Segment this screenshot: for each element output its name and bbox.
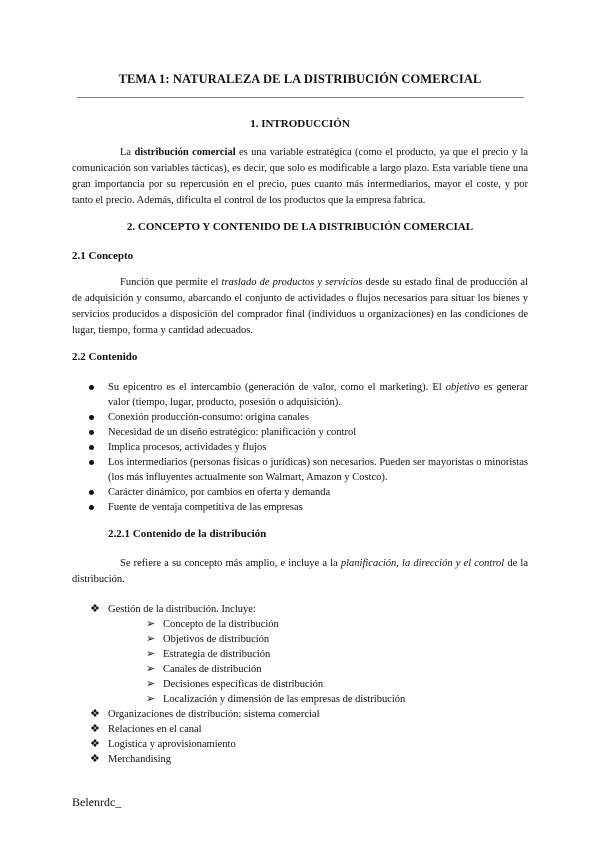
concepto-paragraph	[72, 275, 528, 339]
contenido-bullet-list	[72, 380, 528, 515]
bullet-text: Conexión producción-consumo: origina canales	[108, 412, 309, 423]
dist-text-start: Se refiere a su concepto más amplio, e incluye a la	[120, 558, 341, 569]
subsection-contenido-distribucion-heading: 2.2.1 Contenido de la distribución	[108, 528, 267, 540]
bullet-item	[72, 500, 528, 515]
intro-bold-term: distribución comercial	[134, 147, 236, 158]
bullet-dot-icon	[89, 415, 94, 420]
list-item-text: Organizaciones de distribución: sistema comercial	[108, 709, 320, 720]
bullet-text: Implica procesos, actividades y flujos	[108, 442, 267, 453]
arrow-bullet-icon: ➢	[146, 633, 156, 645]
dist-text-rest: de la distribución.	[72, 558, 528, 585]
concepto-text-start: Función que permite el	[120, 277, 222, 288]
bullet-dot-icon	[89, 445, 94, 450]
sublist-item-text: Concepto de la distribución	[163, 619, 279, 630]
bullet-text: Los intermediarios (personas físicas o jurídicas) son necesarios. Pueden ser mayoristas o minoristas (los más influyentes actualmente son Walmart, Amazon y Costco).	[108, 457, 528, 483]
arrow-bullet-icon: ➢	[146, 678, 156, 690]
intro-text-rest: es una variable estratégica (como el producto, ya que el precio y la comunicación son variables tácticas), es decir, que solo es modificable a largo plazo. Esta variable tiene una gran importancia por su repercusión en el precio, pues cuanto más intermediarios, mayor el coste, y por tanto el precio. Además, dificulta el control de los productos que la empresa fabrica.	[72, 147, 529, 206]
bullet-item	[72, 425, 528, 440]
diamond-bullet-icon: ❖	[90, 738, 100, 750]
bullet-item	[72, 485, 528, 500]
section-1-heading: 1. INTRODUCCIÓN	[250, 118, 350, 130]
bullet-text-rest: es generar valor (tiempo, lugar, producto, posesión o adquisición).	[108, 382, 528, 408]
intro-text-start: La	[120, 147, 135, 158]
sublist-item	[108, 692, 530, 707]
diamond-bullet-icon: ❖	[90, 723, 100, 735]
list-item-text: Merchandising	[108, 754, 171, 765]
bullet-emphasis: objetivo	[445, 382, 480, 393]
list-item-text: Logística y aprovisionamiento	[108, 739, 236, 750]
bullet-item	[72, 455, 528, 485]
dist-emphasis: planificación, la dirección y el control	[340, 558, 505, 569]
bullet-text: Fuente de ventaja competitiva de las empresas	[108, 502, 303, 513]
list-item-gestion	[90, 602, 530, 707]
subsection-contenido-heading: 2.2 Contenido	[72, 351, 138, 363]
bullet-text: Necesidad de un diseño estratégico: planificación y control	[108, 427, 357, 438]
bullet-text: Carácter dinámico, por cambios en oferta y demanda	[108, 487, 331, 498]
concepto-emphasis: traslado de productos y servicios	[221, 277, 363, 288]
bullet-dot-icon	[89, 430, 94, 435]
sublist-item	[108, 632, 530, 647]
list-item	[90, 737, 530, 752]
sublist-item-text: Decisiones específicas de distribución	[163, 679, 324, 690]
bullet-text-start: Su epicentro es el intercambio (generación de valor, como el marketing). El	[108, 382, 446, 393]
bullet-item	[72, 410, 528, 425]
bullet-item	[72, 440, 528, 455]
sublist-item	[108, 617, 530, 632]
gestion-sublist	[108, 617, 530, 707]
diamond-bullet-icon: ❖	[90, 603, 100, 615]
list-item	[90, 752, 530, 767]
intro-paragraph	[72, 145, 528, 209]
sublist-item-text: Estrategia de distribución	[163, 649, 271, 660]
diamond-bullet-icon: ❖	[90, 753, 100, 765]
sublist-item	[108, 647, 530, 662]
distribucion-list	[90, 602, 530, 767]
arrow-bullet-icon: ➢	[146, 663, 156, 675]
bullet-dot-icon	[89, 505, 94, 510]
sublist-item	[108, 677, 530, 692]
list-item-text: Relaciones en el canal	[108, 724, 202, 735]
sublist-item-text: Localización y dimensión de las empresas de distribución	[163, 694, 406, 705]
gestion-label: Gestión de la distribución. Incluye:	[108, 604, 256, 615]
bullet-dot-icon	[89, 385, 94, 390]
arrow-bullet-icon: ➢	[146, 618, 156, 630]
bullet-dot-icon	[89, 490, 94, 495]
section-2-heading: 2. CONCEPTO Y CONTENIDO DE LA DISTRIBUCIÓN COMERCIAL	[126, 221, 474, 233]
footer-watermark: Belenrdc_	[72, 795, 122, 809]
document-title: TEMA 1: NATURALEZA DE LA DISTRIBUCIÓN COMERCIAL	[118, 72, 482, 86]
sublist-item	[108, 662, 530, 677]
list-item	[90, 707, 530, 722]
list-item	[90, 722, 530, 737]
bullet-dot-icon	[89, 460, 94, 465]
concepto-text-rest: desde su estado final de producción al de adquisición y consumo, abarcando el conjunto de actividades o flujos necesarios para situar los bienes y servicios producidos a disposición del comprador final (individuos u organizaciones) en las condiciones de lugar, tiempo, forma y cantidad adecuados.	[72, 277, 528, 336]
bullet-item	[72, 380, 528, 410]
arrow-bullet-icon: ➢	[146, 648, 156, 660]
subsection-concepto-heading: 2.1 Concepto	[72, 250, 134, 262]
sublist-item-text: Objetivos de distribución	[163, 634, 270, 645]
diamond-bullet-icon: ❖	[90, 708, 100, 720]
arrow-bullet-icon: ➢	[146, 693, 156, 705]
title-divider	[77, 97, 524, 98]
sublist-item-text: Canales de distribución	[163, 664, 262, 675]
distribucion-paragraph	[72, 556, 528, 588]
